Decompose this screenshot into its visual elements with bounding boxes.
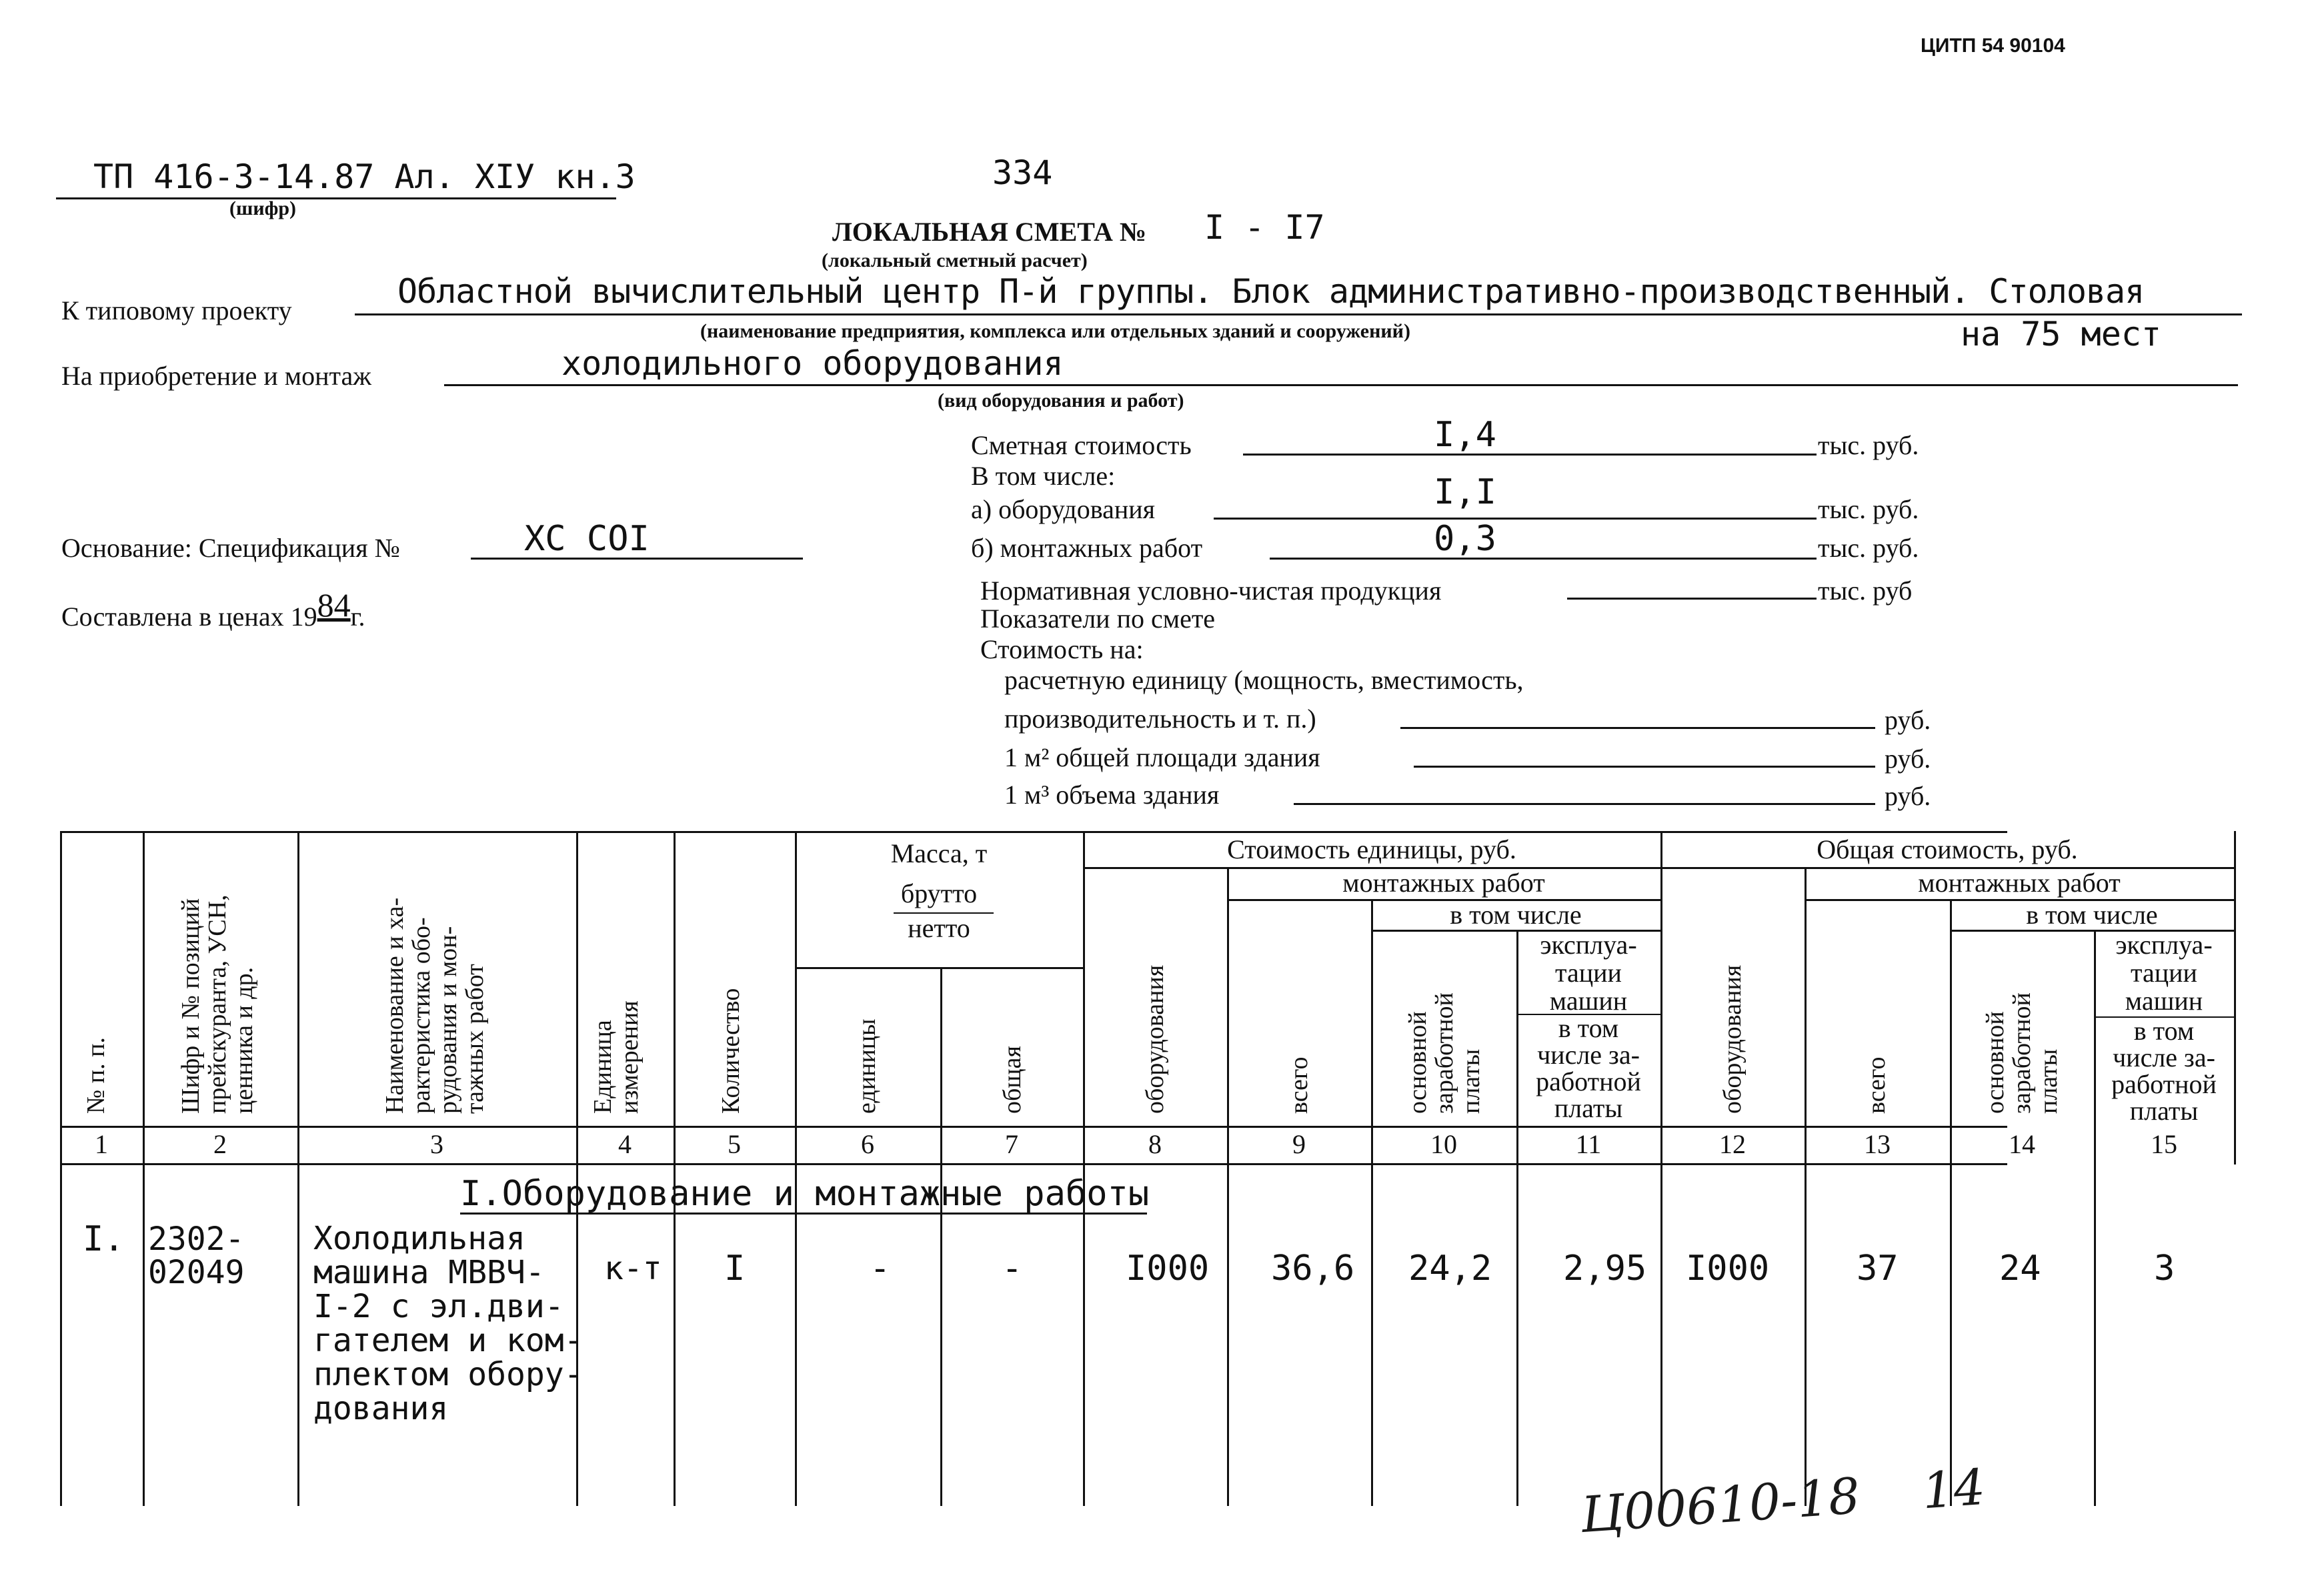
acquisition-value: холодильного оборудования: [561, 344, 1064, 383]
installation-cost-value: 0,3: [1434, 519, 1496, 559]
project-label: К типовому проекту: [61, 295, 292, 325]
including-label: В том числе:: [971, 461, 1116, 491]
col-line-9: [1371, 899, 1373, 1506]
project-cipher: ТП 416-3-14.87 Ал. XIУ кн.3: [93, 157, 636, 196]
prices-year: 84: [317, 586, 351, 624]
col8-header: оборудования: [1141, 964, 1169, 1114]
installation-cost-label: б) монтажных работ: [971, 533, 1203, 563]
unit-machine-wage-header: в том числе за- работной платы: [1536, 1013, 1641, 1123]
col-number-5: 5: [728, 1129, 741, 1159]
volume-line: [1294, 803, 1875, 805]
project-caption: (наименование предприятия, комплекса или отдельных зданий и сооружений): [700, 320, 1410, 342]
col5-header: Количество: [717, 988, 745, 1114]
col-number-6: 6: [861, 1129, 874, 1159]
header-bottom-border: [60, 1126, 2007, 1128]
area-rub: руб.: [1885, 744, 1931, 774]
normative-unit: тыс. руб: [1818, 576, 1913, 606]
indicators-label: Показатели по смете: [980, 604, 1216, 634]
estimate-caption: (локальный сметный расчет): [822, 249, 1088, 271]
col10-header: основной заработной платы: [1404, 992, 1485, 1114]
total-machine-wage-header: в том числе за- работной платы: [2111, 1016, 2217, 1126]
acquisition-label: На приобретение и монтаж: [61, 361, 371, 391]
row-code-2: 02049: [148, 1254, 245, 1291]
col-line-8: [1227, 867, 1229, 1506]
row-name-4: гателем и ком-: [313, 1322, 584, 1359]
section-title: I.Оборудование и монтажные работы: [460, 1174, 1150, 1214]
col-line-11: [1660, 831, 1662, 1506]
unit-including-header: в том числе: [1450, 900, 1582, 930]
col-number-11: 11: [1575, 1129, 1602, 1159]
acquisition-underline: [444, 384, 2238, 386]
installation-cost-line: [1270, 558, 1817, 560]
row-mass-unit: -: [870, 1249, 891, 1289]
row-unit-equipment: I000: [1126, 1249, 1210, 1289]
col-line-13: [1950, 899, 1952, 1506]
area-label: 1 м² общей площади здания: [1004, 742, 1320, 772]
row-unit: к-т: [604, 1250, 662, 1287]
total-cost-unit: тыс. руб.: [1818, 430, 1919, 460]
mass-subline: [795, 967, 1083, 969]
numbers-bottom-border: [60, 1163, 2007, 1165]
row-unit-install-total: 36,6: [1271, 1249, 1355, 1289]
installation-cost-unit: тыс. руб.: [1818, 533, 1919, 563]
mass-brutto: брутто: [900, 878, 978, 908]
section-title-underline: [460, 1213, 1147, 1215]
col3-header: Наименование и ха- рактеристика обо- рудования и мон- тажных работ: [381, 897, 489, 1114]
total-including-header: в том числе: [2026, 900, 2158, 930]
mass-netto: нетто: [908, 913, 970, 943]
col2-header: Шифр и № позиций прейскуранта, УСН, ценника и др.: [177, 894, 258, 1114]
col-line-7: [1083, 831, 1085, 1506]
col-number-15: 15: [2151, 1129, 2177, 1159]
calc-unit-label: расчетную единицу (мощность, вместимость,: [1004, 665, 1524, 695]
mass-header: Масса, т: [890, 838, 988, 868]
col-number-8: 8: [1148, 1129, 1162, 1159]
col4-header: Единица измерения: [589, 1000, 644, 1114]
col-number-12: 12: [1719, 1129, 1746, 1159]
total-install-header: монтажных работ: [1918, 868, 2121, 898]
row-total-install: 37: [1857, 1249, 1899, 1289]
col7-header: общая: [998, 1046, 1026, 1114]
col-number-13: 13: [1864, 1129, 1891, 1159]
col-line-12: [1805, 867, 1807, 1506]
row-total-machine-ops: 3: [2154, 1249, 2175, 1289]
estimate-number: I - I7: [1204, 208, 1325, 247]
col-line-2: [297, 831, 299, 1506]
handwritten-signature: Ц00610-18 14: [1578, 1458, 1987, 1545]
basis-line: [471, 558, 803, 560]
col-number-10: 10: [1430, 1129, 1457, 1159]
normative-label: Нормативная условно-чистая продукция: [980, 576, 1442, 606]
calc-unit-line: [1400, 727, 1875, 729]
col-number-7: 7: [1005, 1129, 1018, 1159]
col14-header: основной заработной платы: [1981, 992, 2063, 1114]
col-number-3: 3: [430, 1129, 443, 1159]
row-name-5: плектом обору-: [313, 1356, 584, 1393]
col-line-0: [60, 831, 62, 1506]
col-number-2: 2: [213, 1129, 227, 1159]
total-cost-line: [1243, 454, 1817, 456]
row-qty: I: [724, 1249, 746, 1289]
row-number: I.: [83, 1219, 125, 1259]
equipment-cost-label: а) оборудования: [971, 494, 1156, 524]
col-number-9: 9: [1292, 1129, 1306, 1159]
project-value-line2: на 75 мест: [1961, 315, 2162, 353]
col-line-4: [674, 831, 676, 1506]
row-name-1: Холодильная: [313, 1220, 525, 1257]
volume-label: 1 м³ объема здания: [1004, 780, 1220, 810]
row-mass-total: -: [1002, 1249, 1023, 1289]
cipher-caption: (шифр): [229, 197, 297, 219]
row-name-6: дования: [313, 1390, 449, 1427]
volume-rub: руб.: [1885, 781, 1931, 811]
equipment-cost-unit: тыс. руб.: [1818, 494, 1919, 524]
col13-header: всего: [1863, 1056, 1891, 1114]
calc-unit-rub: руб.: [1885, 705, 1931, 735]
prices-label: [61, 586, 365, 634]
document-code: ЦИТП 54 90104: [1921, 35, 2065, 57]
calc-unit-label2: производительность и т. п.): [1004, 704, 1316, 734]
unit-cost-header: Стоимость единицы, руб.: [1227, 834, 1516, 864]
col12-header: оборудования: [1718, 964, 1747, 1114]
col-line-15: [2234, 831, 2236, 1164]
col9-header: всего: [1285, 1056, 1313, 1114]
total-cost-label: Сметная стоимость: [971, 430, 1192, 460]
table-top-border: [60, 831, 2007, 833]
cipher-underline: [56, 197, 616, 199]
project-underline: [355, 313, 2242, 315]
row-name-3: I-2 с эл.дви-: [313, 1288, 564, 1325]
basis-label: Основание: Спецификация №: [61, 533, 400, 563]
col-number-4: 4: [618, 1129, 632, 1159]
prices-prefix: Составлена в ценах 19: [61, 602, 317, 632]
equipment-cost-value: I,I: [1434, 472, 1496, 512]
row-unit-machine-ops: 2,95: [1563, 1249, 1647, 1289]
row-total-equipment: I000: [1686, 1249, 1770, 1289]
row-name-2: машина МВВЧ-: [313, 1254, 545, 1291]
estimate-label: ЛОКАЛЬНАЯ СМЕТА №: [832, 217, 1147, 247]
col-line-6: [940, 967, 942, 1506]
unit-machine-header: эксплуа- тации машин: [1540, 930, 1637, 1016]
prices-suffix: г.: [350, 602, 365, 632]
total-cost-value: I,4: [1434, 415, 1496, 455]
normative-line: [1567, 598, 1817, 600]
col6-header: единицы: [853, 1018, 881, 1114]
area-line: [1414, 766, 1875, 768]
col1-header: № п. п.: [82, 1037, 110, 1114]
basis-value: ХС СОI: [524, 519, 650, 559]
col-number-1: 1: [95, 1129, 108, 1159]
row-code-1: 2302-: [148, 1221, 245, 1258]
page-number: 334: [992, 153, 1053, 192]
equipment-cost-line: [1214, 518, 1817, 520]
acquisition-caption: (вид оборудования и работ): [938, 389, 1184, 412]
unit-install-header: монтажных работ: [1342, 868, 1545, 898]
project-value: Областной вычислительный центр П-й группы. Блок административно-производственный. Столовая: [397, 272, 2145, 311]
row-unit-base-wage: 24,2: [1408, 1249, 1492, 1289]
col-number-14: 14: [2009, 1129, 2035, 1159]
total-cost-header: Общая стоимость, руб.: [1817, 834, 2078, 864]
cost-on-label: Стоимость на:: [980, 634, 1144, 664]
col-line-1: [143, 831, 145, 1506]
col-line-3: [576, 831, 578, 1506]
total-machine-header: эксплуа- тации машин: [2115, 930, 2213, 1016]
row-total-base-wage: 24: [1999, 1249, 2041, 1289]
